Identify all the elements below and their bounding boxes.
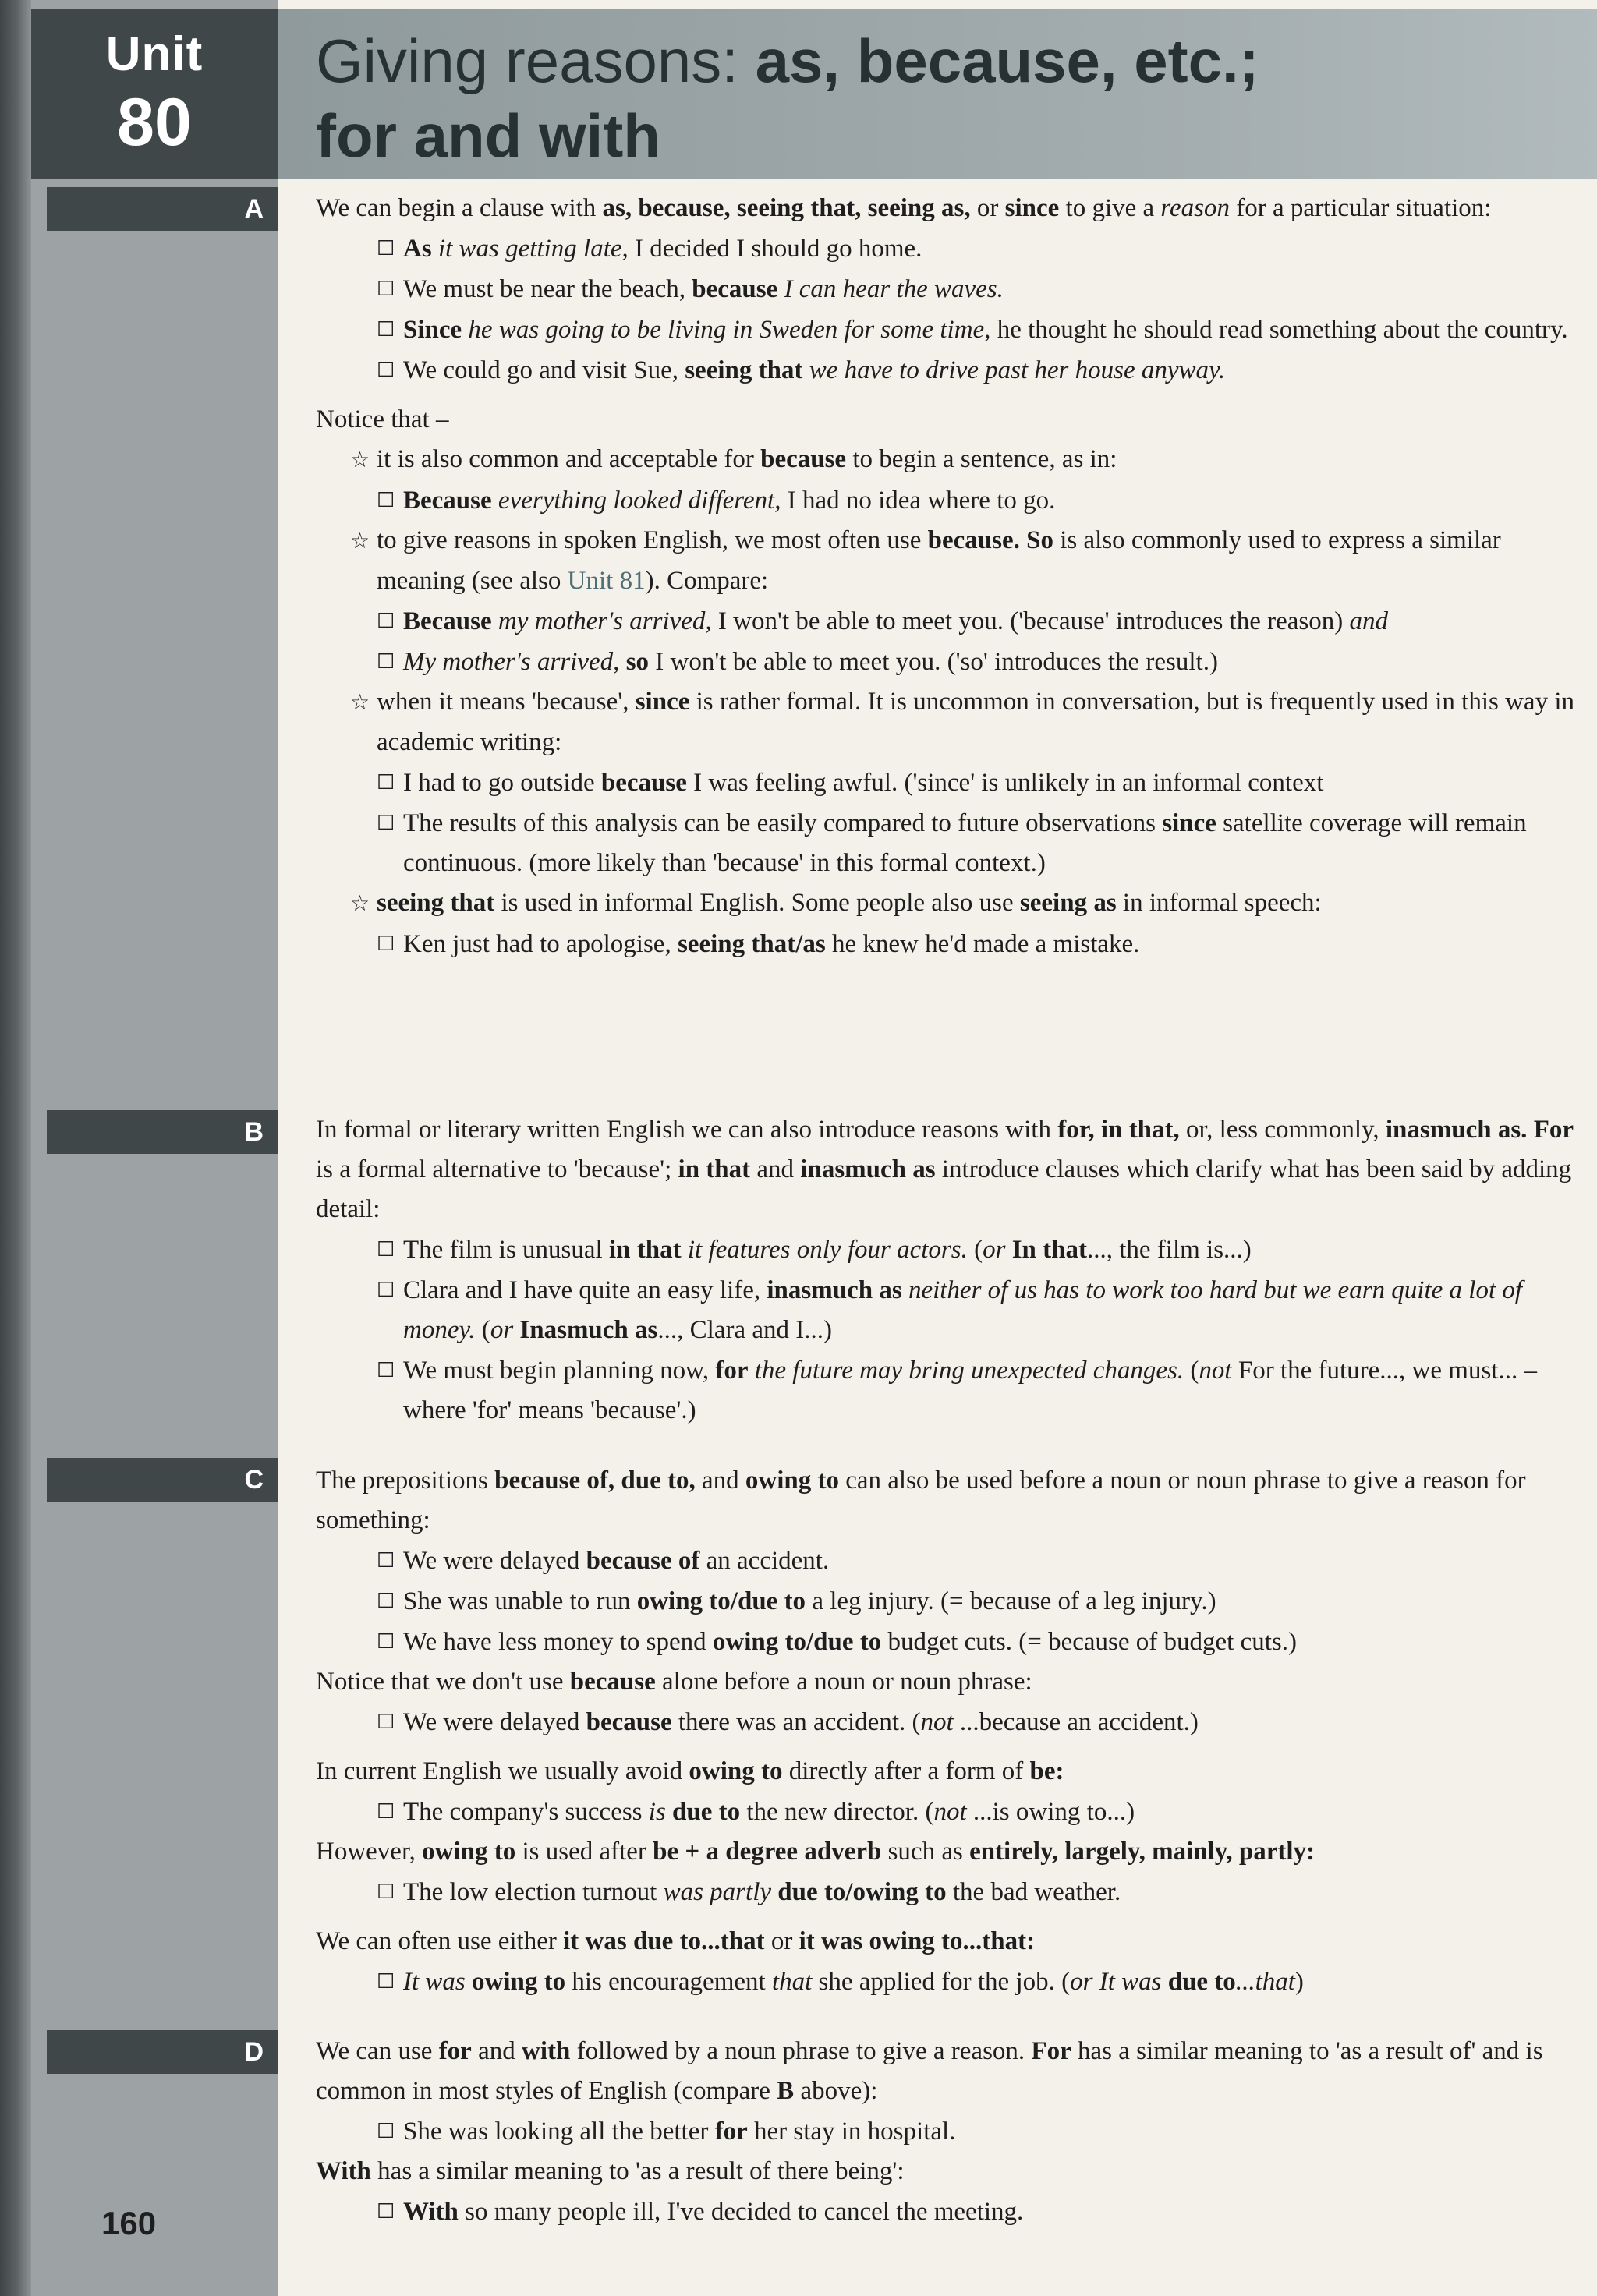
example-item: ☐ She was looking all the better for her stay in hospital. <box>316 2111 1583 2152</box>
book-binding-edge <box>0 0 31 2296</box>
checkbox-bullet-icon: ☐ <box>377 1590 395 1612</box>
section-a-intro: We can begin a clause with as, because, seeing that, seeing as, or since to give a reason for a particular situation: <box>316 194 1492 222</box>
section-c-note: Notice that we don't use because alone before a noun or noun phrase: <box>316 1668 1032 1696</box>
checkbox-bullet-icon: ☐ <box>377 1549 395 1572</box>
example-item: ☐ We were delayed because there was an accident. (not ...because an accident.) <box>316 1702 1583 1742</box>
checkbox-bullet-icon: ☐ <box>377 489 395 511</box>
section-letter-b: B <box>244 1117 264 1147</box>
example-item: ☐ Since he was going to be living in Sweden for some time, he thought he should read something about the country. <box>316 310 1583 350</box>
checkbox-bullet-icon: ☐ <box>377 1880 395 1903</box>
example-item: ☐ I had to go outside because I was feeling awful. ('since' is unlikely in an informal context <box>316 762 1583 803</box>
section-d-note: With has a similar meaning to 'as a result of there being': <box>316 2157 905 2185</box>
star-bullet-icon: ☆ <box>350 448 370 472</box>
page-number: 160 <box>101 2205 157 2241</box>
checkbox-bullet-icon: ☐ <box>377 237 395 260</box>
checkbox-bullet-icon: ☐ <box>377 771 395 794</box>
example-item: ☐ We could go and visit Sue, seeing that we have to drive past her house anyway. <box>316 350 1583 391</box>
example-item: ☐ We were delayed because of an accident. <box>316 1541 1583 1581</box>
example-item: ☐ We must be near the beach, because I can hear the waves. <box>316 269 1583 310</box>
example-item: ☐ We must begin planning now, for the future may bring unexpected changes. (not For the future..., we must... – where 'for' means 'because'.) <box>316 1350 1583 1431</box>
checkbox-bullet-icon: ☐ <box>377 318 395 341</box>
note-item: ☆ it is also common and acceptable for because to begin a sentence, as in: <box>316 440 1583 480</box>
example-item: ☐ The film is unusual in that it features only four actors. (or In that..., the film is...) <box>316 1229 1583 1270</box>
section-bar-b <box>47 1110 278 1154</box>
section-d-intro: We can use for and with followed by a noun phrase to give a reason. For has a similar meaning to 'as a result of' and is common in most styles of English (compare B above): <box>316 2037 1543 2105</box>
section-c-intro: The prepositions because of, due to, and owing to can also be used before a noun or noun phrase to give a reason for something: <box>316 1466 1526 1534</box>
checkbox-bullet-icon: ☐ <box>377 2120 395 2142</box>
section-letter-c: C <box>244 1465 264 1495</box>
example-item: ☐ With so many people ill, I've decided to cancel the meeting. <box>316 2192 1583 2232</box>
checkbox-bullet-icon: ☐ <box>377 278 395 300</box>
section-c-note: However, owing to is used after be + a degree adverb such as entirely, largely, mainly, partly: <box>316 1838 1315 1866</box>
example-item: ☐ Because my mother's arrived, I won't be able to meet you. ('because' introduces the reason) and <box>316 601 1583 642</box>
note-item: ☆ seeing that is used in informal English. Some people also use seeing as in informal speech: <box>316 883 1583 924</box>
section-bar-d <box>47 2030 278 2074</box>
section-c <box>316 1461 1583 2002</box>
checkbox-bullet-icon: ☐ <box>377 650 395 673</box>
checkbox-bullet-icon: ☐ <box>377 359 395 381</box>
section-b <box>316 1110 1583 1431</box>
title-bold-part: as, because, etc.; <box>755 27 1259 95</box>
example-item: ☐ She was unable to run owing to/due to a leg injury. (= because of a leg injury.) <box>316 1581 1583 1622</box>
checkbox-bullet-icon: ☐ <box>377 1800 395 1823</box>
notice-heading: Notice that – <box>316 405 449 433</box>
section-a <box>316 189 1583 964</box>
checkbox-bullet-icon: ☐ <box>377 1711 395 1733</box>
page-title <box>316 23 1563 173</box>
example-item: ☐ My mother's arrived, so I won't be able to meet you. ('so' introduces the result.) <box>316 642 1583 682</box>
star-bullet-icon: ☆ <box>350 529 370 554</box>
example-item: ☐ Ken just had to apologise, seeing that/as he knew he'd made a mistake. <box>316 924 1583 964</box>
section-letter-a: A <box>244 194 264 224</box>
unit-word: Unit <box>105 27 204 81</box>
title-line-2: for and with <box>316 101 660 170</box>
checkbox-bullet-icon: ☐ <box>377 2200 395 2223</box>
example-item: ☐ The company's success is due to the new director. (not ...is owing to...) <box>316 1792 1583 1832</box>
example-item: ☐ The low election turnout was partly due to/owing to the bad weather. <box>316 1872 1583 1912</box>
unit-number: 80 <box>117 85 192 160</box>
title-plain-part: Giving reasons: <box>316 27 756 95</box>
star-bullet-icon: ☆ <box>350 691 370 715</box>
section-d <box>316 2032 1583 2232</box>
example-item: ☐ Because everything looked different, I had no idea where to go. <box>316 480 1583 521</box>
star-bullet-icon: ☆ <box>350 892 370 916</box>
checkbox-bullet-icon: ☐ <box>377 1238 395 1261</box>
section-bar-c <box>47 1458 278 1502</box>
section-bar-a <box>47 187 278 231</box>
example-item: ☐ We have less money to spend owing to/due to budget cuts. (= because of budget cuts.) <box>316 1622 1583 1662</box>
checkbox-bullet-icon: ☐ <box>377 1630 395 1653</box>
checkbox-bullet-icon: ☐ <box>377 1970 395 1993</box>
checkbox-bullet-icon: ☐ <box>377 812 395 834</box>
checkbox-bullet-icon: ☐ <box>377 932 395 955</box>
section-letter-d: D <box>244 2037 264 2067</box>
title-line-1 <box>316 23 1563 98</box>
note-item: ☆ to give reasons in spoken English, we most often use because. So is also commonly used to express a similar meaning (see also Unit 81). Compare: <box>316 521 1583 601</box>
section-c-note: We can often use either it was due to...that or it was owing to...that: <box>316 1927 1036 1955</box>
example-item: ☐ The results of this analysis can be easily compared to future observations since satellite coverage will remain continuous. (more likely than 'because' in this formal context.) <box>316 803 1583 883</box>
example-item: ☐ Clara and I have quite an easy life, inasmuch as neither of us has to work too hard but we earn quite a lot of money. (or Inasmuch as..., Clara and I...) <box>316 1270 1583 1350</box>
section-c-note: In current English we usually avoid owing to directly after a form of be: <box>316 1757 1064 1785</box>
example-item: ☐ As it was getting late, I decided I should go home. <box>316 228 1583 269</box>
note-item: ☆ when it means 'because', since is rather formal. It is uncommon in conversation, but is frequently used in this way in academic writing: <box>316 682 1583 762</box>
section-b-intro: In formal or literary written English we can also introduce reasons with for, in that, or, less commonly, inasmuch as. For is a formal alternative to 'because'; in that and inasmuch as introduce clauses which clarify what has been said by adding detail: <box>316 1116 1574 1223</box>
example-item: ☐ It was owing to his encouragement that she applied for the job. (or It was due to...that) <box>316 1962 1583 2002</box>
checkbox-bullet-icon: ☐ <box>377 610 395 632</box>
checkbox-bullet-icon: ☐ <box>377 1279 395 1301</box>
unit-81-link[interactable]: Unit 81 <box>567 567 646 595</box>
checkbox-bullet-icon: ☐ <box>377 1359 395 1381</box>
